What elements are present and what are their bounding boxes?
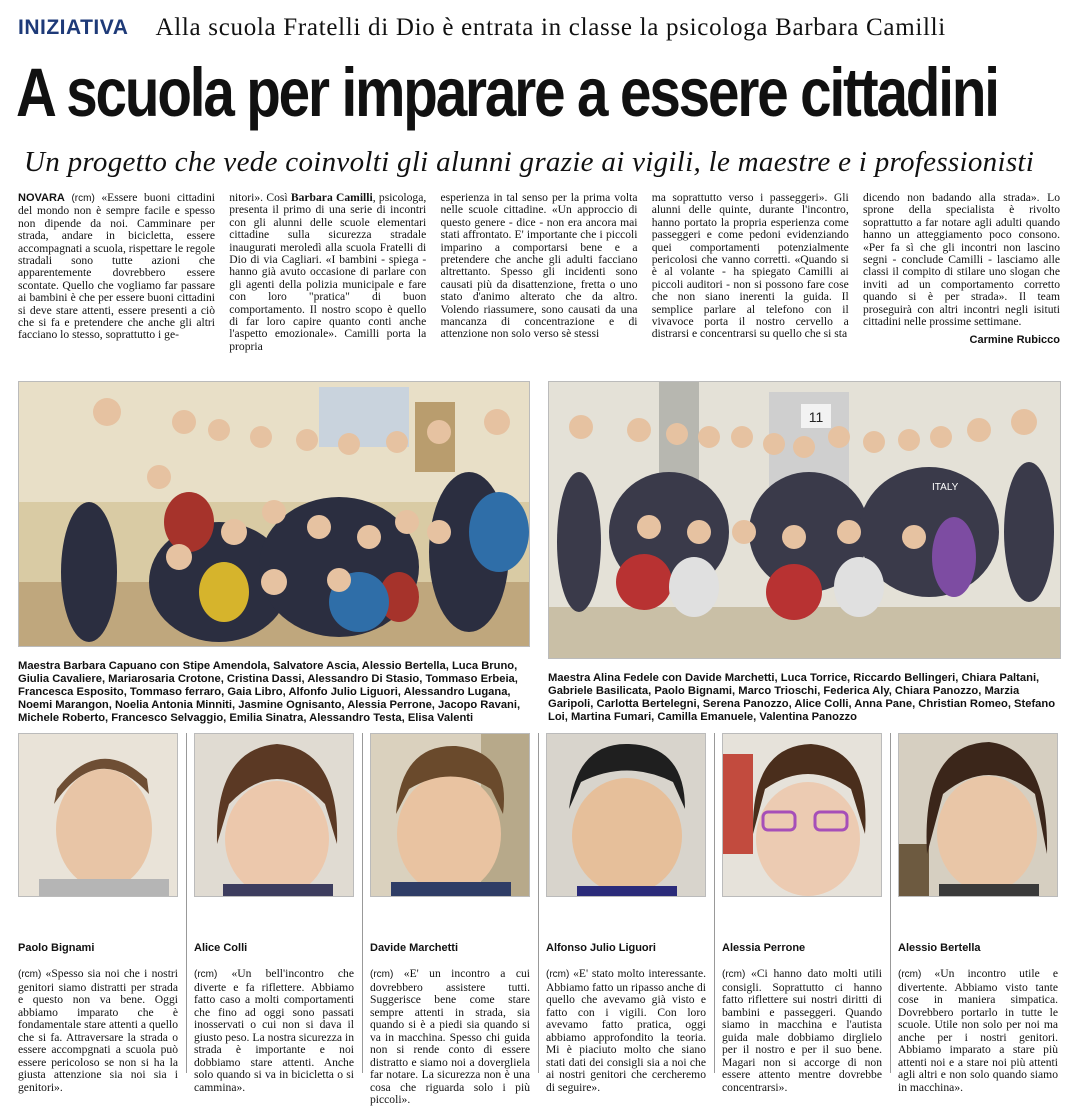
quote-column-5 bbox=[722, 733, 882, 1094]
article-text-1: «Essere buoni cittadini del mondo non è sempre facile e spesso non dipende da noi. Camminare per strada, andare in bicicletta, essere accompagnati a scuola, rispettare le regole stradali sono tutte azioni che apparentemente dovrebbero essere scontate. Quello che vogliamo far passare ai bambini è che per essere buoni cittadini si deve stare attenti, essere presenti a ciò che si fa e pretendere che anche gli altri facciano lo stesso, soprattutto i ge- bbox=[18, 192, 215, 342]
caption-right: Maestra Alina Fedele con Davide Marchetti, Luca Torrice, Riccardo Bellingeri, Chiara Paltani, Gabriele Basilicata, Paolo Bignami, Marco Trioschi, Federica Aly, Chiara Panozzo, Marzia Garipoli, Carlotta Bertelegni, Serena Panozzo, Alice Colli, Anna Pane, Christian Romeo, Stefano Loi, Martina Fumari, Camilla Emanuele, Valentina Panozzo bbox=[548, 672, 1056, 724]
quote-column-3 bbox=[370, 733, 530, 1106]
subheadline: Un progetto che vede coinvolti gli alunni grazie ai vigili, le maestre e i professionisti bbox=[24, 146, 1035, 178]
column-divider bbox=[186, 733, 187, 1073]
article-text-4: ma soprattutto verso i passeggeri». Gli alunni delle quinte, durante l'incontro, hanno portato la propria esperienza come passeggeri e come pedoni evidenziando quei comportamenti potenzialmente pericolosi che vanno corretti. «Quando si è al volante - ha spiegato Camilli ai piccoli auditori - non si possono fare cose che non siano inerenti la guida. Il semplice parlare al telefono con il vivavoce porta il nostro cervello a distrarsi e concentrarsi su quello che si sta bbox=[651, 192, 849, 341]
portrait-photo bbox=[194, 733, 354, 897]
group-photo-right-image bbox=[549, 382, 1060, 658]
dateline: NOVARA bbox=[18, 192, 65, 204]
quote-text bbox=[722, 968, 882, 1094]
article-column-4 bbox=[652, 192, 849, 377]
headline: A scuola per imparare a essere cittadini bbox=[16, 54, 998, 131]
quote-author: Alice Colli bbox=[194, 942, 248, 954]
quote-text bbox=[370, 968, 530, 1107]
article-body bbox=[18, 192, 1060, 377]
door-number: 11 bbox=[808, 409, 824, 425]
quote-text bbox=[546, 968, 706, 1094]
article-text-3: esperienza in tal senso per la prima volta nelle scuole cittadine. «Un approccio di questo genere - dice - non era ancora mai stati affrontato. E' importante che i piccoli imparino a comportarsi bene e a pretendere che anche gli adulti facciano altrettanto. Spesso gli incidenti sono causati più da disattenzione, fretta o uno stato d'animo alterato che da altro. Volendo riassumere, sono causati da una mancanza di concentrazione e di attenzione non solo verso sè stessi bbox=[440, 192, 638, 341]
quote-text bbox=[194, 968, 354, 1094]
portrait-photo bbox=[898, 733, 1058, 897]
article-text-2a: nitori». Così bbox=[229, 192, 291, 204]
article-column-5 bbox=[863, 192, 1060, 377]
quote-column-6 bbox=[898, 733, 1058, 1094]
quote-body: «Un incontro utile e divertente. Abbiamo visto tante cose in maniera simpatica. Dovrebbero portarlo in tutte le scuole. Utile non solo per noi ma anche per i nostri genitori. Abbiamo imparato a stare più attenti noi e a stare noi più attenti agli altri e non solo quando siamo in macchina». bbox=[898, 967, 1058, 1094]
caption-left: Maestra Barbara Capuano con Stipe Amendola, Salvatore Ascia, Alessio Bertella, Luca Bruno, Giulia Cavaliere, Mariarosaria Crotone, Cristina Dassi, Alessandro Di Stasio, Tommaso Erbeia, Francesca Esposito, Tommaso ferraro, Gaia Libro, Alfonfo Julio Liguori, Alessandro Lugana, Noemi Marangon, Noelia Antonia Minniti, Jasmine Ognisanto, Alessia Perrone, Jacopo Ravani, Michele Roberto, Francesco Selvaggio, Emilia Sinatra, Alessandro Testa, Elisa Valenti bbox=[18, 660, 521, 725]
quote-column-1 bbox=[18, 733, 178, 1094]
column-divider bbox=[362, 733, 363, 1073]
quote-author: Paolo Bignami bbox=[18, 942, 95, 954]
shirt-text: ITALY bbox=[932, 482, 959, 493]
quote-body: «E' stato molto interessante. Abbiamo fatto un ripasso anche di quello che avevamo già visto e fatto con i vigili. Con loro avevamo fatto pratica, oggi abbiamo approfondito la teoria. Mi è piaciuto molto che siano stati dati dei consigli sia a noi che ai nostri genitori che cercheremo di seguire». bbox=[546, 967, 706, 1094]
quote-body: «Ci hanno dato molti utili consigli. Soprattutto ci hanno fatto riflettere sui nostri diritti di bambini e passeggeri. Quando siamo in macchina e l'autista guida male dobbiamo dirglielo per il nostro e per il suo bene. Magari non si accorge di non essere attento mentre dovrebbe concentrarsi». bbox=[722, 967, 882, 1094]
column-divider bbox=[890, 733, 891, 1073]
quote-body: «Un bell'incontro che diverte e fa riflettere. Abbiamo fatto caso a molti comportamenti che fino ad oggi sono passati inosservati o cui non si dava il giusto peso. La nostra sicurezza in strada è importante e noi dobbiamo stare attenti. Anche solo quando si va in bicicletta o si cammina». bbox=[194, 967, 354, 1094]
article-text-2b: , psicologa, presenta il primo di una serie di incontri con gli alunni delle scuole elementari cittadine sulla sicurezza stradale inaugurati meroledì alla scuola Fratelli di Dio di via Cagliari. «I bambini - spiega - hanno già avuto occasione di parlare con gli agenti della polizia municipale e fare con loro "pratica" di buon comportamento. Il nostro scopo è quello di far loro capire quanto conti anche l'aspetto emozionale». Camilli porta la propria bbox=[229, 192, 427, 353]
quote-body: «Spesso sia noi che i nostri genitori siamo distratti per strada e questo non va bene. Oggi abbiamo imparato che è fondamentale stare attenti a quello che si fa. Attraversare la strada o essere accompgnati a scuola può essere pericoloso se non si ha la giusta attenzione sia noi sia i genitori». bbox=[18, 967, 178, 1094]
quote-column-2 bbox=[194, 733, 354, 1094]
quote-author: Alfonso Julio Liguori bbox=[546, 942, 656, 954]
quote-tag: (rcm) bbox=[722, 969, 746, 980]
portrait-photo bbox=[722, 733, 882, 897]
article-column-3 bbox=[441, 192, 638, 377]
byline: Carmine Rubicco bbox=[969, 334, 1060, 347]
quote-text bbox=[898, 968, 1058, 1094]
quote-column-4 bbox=[546, 733, 706, 1094]
overline: Alla scuola Fratelli di Dio è entrata in classe la psicologa Barbara Camilli bbox=[155, 14, 946, 41]
quote-text bbox=[18, 968, 178, 1094]
group-photo-right bbox=[548, 381, 1061, 659]
quote-tag: (rcm) bbox=[194, 969, 218, 980]
quote-tag: (rcm) bbox=[370, 969, 394, 980]
section-kicker: INIZIATIVA bbox=[18, 16, 129, 39]
quote-tag: (rcm) bbox=[546, 969, 570, 980]
kicker-row bbox=[18, 14, 1068, 46]
article-text-5: dicendo non badando alla strada». Lo sprone della specialista è rivolto soprattutto a far notare agli adulti quando hanno un atteggiamento poco consono. «Per fa sì che gli incontri non lascino segni - conclude Camilli - lasciamo alle classi il compito di stilare uno slogan che inviti ad un comportamento corretto quando si è per strada». Il team proseguirà con altri incontri negli isituti cittadini nelle prossime settimane. bbox=[863, 192, 1060, 329]
quote-body: «E' un incontro a cui dovrebbero assistere tutti. Suggerisce bene come stare sempre attenti in strada, sia quando si è a piedi sia quando si va in macchina. Spesso chi guida non si rende conto di essere distratto e siamo noi a dovergliela far notare. La sicurezza non è una cosa che riguarda solo i più piccoli». bbox=[370, 967, 530, 1106]
group-photo-left bbox=[18, 381, 530, 647]
quote-tag: (rcm) bbox=[18, 969, 42, 980]
portrait-photo bbox=[18, 733, 178, 897]
portrait-photo bbox=[370, 733, 530, 897]
interviewee-name: Barbara Camilli bbox=[290, 192, 373, 204]
article-column-1 bbox=[18, 192, 215, 377]
quote-tag: (rcm) bbox=[898, 969, 922, 980]
quote-author: Alessio Bertella bbox=[898, 942, 981, 954]
quote-author: Davide Marchetti bbox=[370, 942, 459, 954]
column-divider bbox=[538, 733, 539, 1073]
portrait-photo bbox=[546, 733, 706, 897]
source-tag: (rcm) bbox=[71, 193, 95, 204]
column-divider bbox=[714, 733, 715, 1073]
quote-author: Alessia Perrone bbox=[722, 942, 806, 954]
group-photo-left-image bbox=[19, 382, 529, 646]
article-column-2 bbox=[229, 192, 426, 377]
